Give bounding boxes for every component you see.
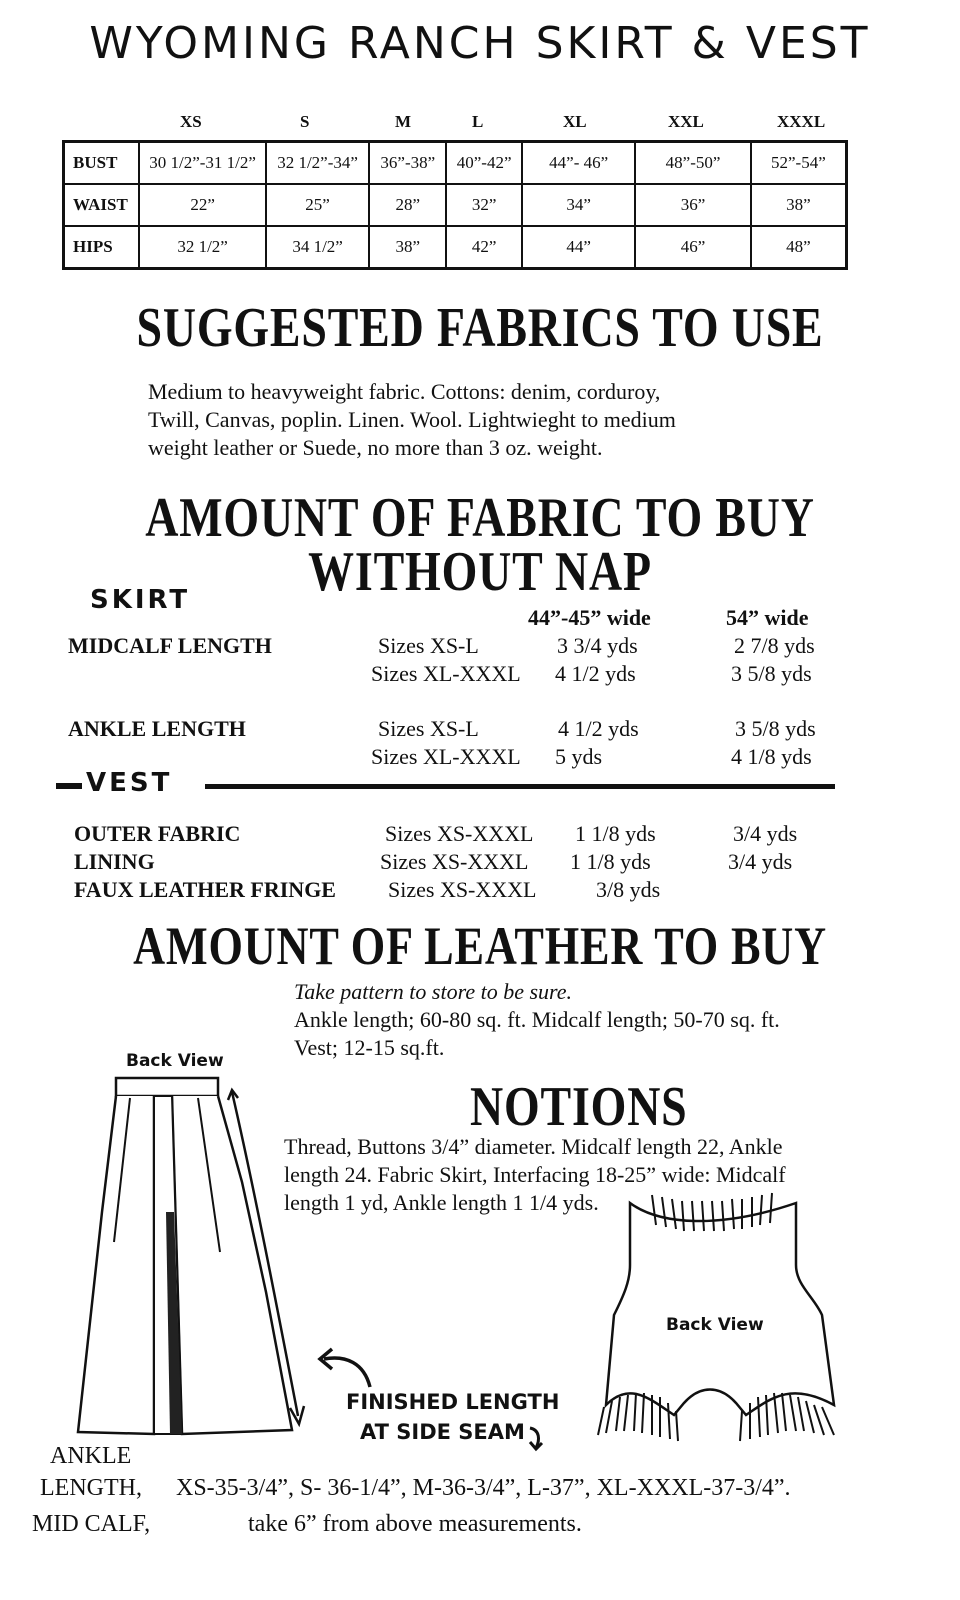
hook-arrow-icon bbox=[526, 1426, 548, 1452]
size-header-xxxl: XXXL bbox=[777, 112, 826, 131]
skirt-yds-54: 4 1/8 yds bbox=[731, 744, 812, 769]
table-row bbox=[64, 142, 847, 185]
notions-line: length 1 yd, Ankle length 1 1/4 yds. bbox=[284, 1190, 599, 1215]
table-cell: 52”-54” bbox=[751, 142, 847, 185]
size-header-m: M bbox=[395, 112, 412, 131]
table-cell: 38” bbox=[751, 184, 847, 226]
table-cell: 40”-42” bbox=[446, 142, 522, 185]
notions-line: Thread, Buttons 3/4” diameter. Midcalf length 22, Ankle bbox=[284, 1134, 783, 1159]
table-cell: 34” bbox=[522, 184, 635, 226]
skirt-yds-44: 5 yds bbox=[555, 744, 603, 769]
size-header-s: S bbox=[300, 112, 310, 131]
leather-line: Vest; 12-15 sq.ft. bbox=[294, 1035, 445, 1060]
table-cell: 48”-50” bbox=[635, 142, 750, 185]
table-cell: 48” bbox=[751, 226, 847, 269]
notions-heading: NOTIONS bbox=[470, 1076, 688, 1138]
amount-fabric-heading: AMOUNT OF FABRIC TO BUY bbox=[145, 487, 815, 549]
vest-back-view-label: Back View bbox=[666, 1315, 764, 1335]
table-cell: 42” bbox=[446, 226, 522, 269]
column-header-54: 54” wide bbox=[726, 605, 809, 630]
size-header-xl: XL bbox=[563, 112, 587, 131]
table-cell: 36”-38” bbox=[369, 142, 446, 185]
fabrics-text bbox=[148, 378, 676, 462]
vest-sizes: Sizes XS-XXXL bbox=[388, 877, 537, 902]
table-cell: 30 1/2”-31 1/2” bbox=[139, 142, 265, 185]
leather-text bbox=[294, 978, 780, 1062]
table-cell: 32 1/2” bbox=[139, 226, 265, 269]
table-cell: 22” bbox=[139, 184, 265, 226]
skirt-yds-44: 4 1/2 yds bbox=[558, 716, 639, 741]
skirt-illustration bbox=[70, 1072, 330, 1442]
vest-item-lining: LINING bbox=[74, 849, 155, 874]
fabrics-line: Medium to heavyweight fabric. Cottons: denim, corduroy, bbox=[148, 379, 661, 404]
vest-yds-54: 3/4 yds bbox=[733, 821, 798, 846]
finished-length-line2: AT SIDE SEAM bbox=[360, 1420, 525, 1444]
midcalf-text: take 6” from above measurements. bbox=[248, 1511, 582, 1537]
table-cell: 25” bbox=[266, 184, 370, 226]
size-header-xxl: XXL bbox=[668, 112, 704, 131]
ankle-label: ANKLE bbox=[50, 1443, 132, 1469]
vest-yds-44: 1 1/8 yds bbox=[575, 821, 656, 846]
column-header-44: 44”-45” wide bbox=[528, 605, 651, 630]
page-title: WYOMING RANCH SKIRT & VEST bbox=[89, 18, 871, 69]
skirt-sizes: Sizes XL-XXXL bbox=[371, 661, 521, 686]
skirt-sizes: Sizes XS-L bbox=[378, 716, 479, 741]
table-cell: 34 1/2” bbox=[266, 226, 370, 269]
vest-rule bbox=[205, 784, 835, 789]
midcalf-label: MID CALF, bbox=[32, 1511, 151, 1537]
skirt-back-view-label: Back View bbox=[126, 1051, 224, 1071]
row-label-waist: WAIST bbox=[64, 184, 140, 226]
length-label: LENGTH, bbox=[40, 1475, 142, 1501]
table-cell: 38” bbox=[369, 226, 446, 269]
vest-item-fringe: FAUX LEATHER FRINGE bbox=[74, 877, 336, 902]
leather-note: Take pattern to store to be sure. bbox=[294, 979, 573, 1004]
vest-yds-44: 1 1/8 yds bbox=[570, 849, 651, 874]
skirt-sizes: Sizes XS-L bbox=[378, 633, 479, 658]
vest-label: VEST bbox=[86, 768, 173, 798]
skirt-yds-44: 4 1/2 yds bbox=[555, 661, 636, 686]
table-row bbox=[64, 226, 847, 269]
skirt-yds-54: 3 5/8 yds bbox=[731, 661, 812, 686]
leather-line: Ankle length; 60-80 sq. ft. Midcalf length; 50-70 sq. ft. bbox=[294, 1007, 780, 1032]
notions-line: length 24. Fabric Skirt, Interfacing 18-25” wide: Midcalf bbox=[284, 1162, 786, 1187]
vest-item-outer: OUTER FABRIC bbox=[74, 821, 241, 846]
vest-rule-left bbox=[56, 783, 82, 789]
size-header-xs: XS bbox=[180, 112, 202, 131]
row-label-hips: HIPS bbox=[64, 226, 140, 269]
skirt-item-midcalf: MIDCALF LENGTH bbox=[68, 633, 272, 658]
table-cell: 44”- 46” bbox=[522, 142, 635, 185]
skirt-item-ankle: ANKLE LENGTH bbox=[68, 716, 246, 741]
table-cell: 32 1/2”-34” bbox=[266, 142, 370, 185]
skirt-sizes: Sizes XL-XXXL bbox=[371, 744, 521, 769]
table-cell: 32” bbox=[446, 184, 522, 226]
finished-length-line1: FINISHED LENGTH bbox=[346, 1390, 560, 1414]
size-header-l: L bbox=[472, 112, 484, 131]
skirt-yds-54: 2 7/8 yds bbox=[734, 633, 815, 658]
skirt-yds-54: 3 5/8 yds bbox=[735, 716, 816, 741]
vest-sizes: Sizes XS-XXXL bbox=[385, 821, 534, 846]
length-values: XS-35-3/4”, S- 36-1/4”, M-36-3/4”, L-37”, XL-XXXL-37-3/4”. bbox=[176, 1475, 791, 1501]
leather-heading: AMOUNT OF LEATHER TO BUY bbox=[133, 916, 827, 976]
curved-arrow-icon bbox=[312, 1345, 382, 1395]
table-cell: 44” bbox=[522, 226, 635, 269]
fringe-bottom bbox=[598, 1393, 834, 1441]
skirt-label: SKIRT bbox=[90, 585, 191, 615]
table-cell: 36” bbox=[635, 184, 750, 226]
fabrics-heading: SUGGESTED FABRICS TO USE bbox=[136, 297, 824, 359]
vest-sizes: Sizes XS-XXXL bbox=[380, 849, 529, 874]
vest-yds-54: 3/4 yds bbox=[728, 849, 793, 874]
amount-fabric-subheading: WITHOUT NAP bbox=[308, 541, 652, 603]
table-cell: 28” bbox=[369, 184, 446, 226]
fabrics-line: Twill, Canvas, poplin. Linen. Wool. Lightwieght to medium bbox=[148, 407, 676, 432]
fabrics-line: weight leather or Suede, no more than 3 oz. weight. bbox=[148, 435, 603, 460]
skirt-yds-44: 3 3/4 yds bbox=[557, 633, 638, 658]
table-cell: 46” bbox=[635, 226, 750, 269]
vest-yds-44: 3/8 yds bbox=[596, 877, 661, 902]
row-label-bust: BUST bbox=[64, 142, 140, 185]
table-row bbox=[64, 184, 847, 226]
size-chart-table bbox=[62, 140, 848, 270]
